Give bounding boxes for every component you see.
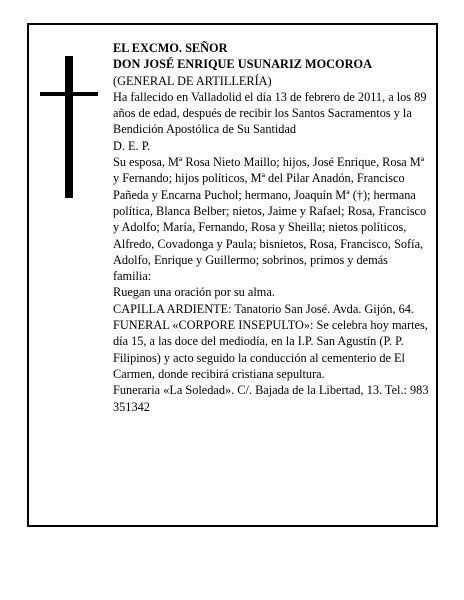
obituary-text <box>113 40 429 415</box>
cross-icon <box>40 56 98 198</box>
dep-line: D. E. P. <box>113 138 151 153</box>
deceased-rank: (GENERAL DE ARTILLERÍA) <box>113 73 272 88</box>
prayer-line: Ruegan una oración por su alma. <box>113 285 275 300</box>
passing-paragraph: Ha fallecido en Valladolid el día 13 de febrero de 2011, a los 89 años de edad, después de recibir los Santos Sacramentos y la Bendición Apostólica de Su Santidad <box>113 89 427 137</box>
funeral-paragraph: FUNERAL «CORPORE INSEPULTO»: Se celebra hoy martes, día 15, a las doce del mediodía, en la I.P. San Agustín (P. P. Filipinos) y acto seguido la conducción al cementerio de El Carmen, donde recibirá cristiana sepultura. <box>113 318 428 381</box>
chapel-paragraph: CAPILLA ARDIENTE: Tanatorio San José. Avda. Gijón, 64. <box>113 301 414 316</box>
deceased-name: DON JOSÉ ENRIQUE USUNARIZ MOCOROA <box>113 57 372 72</box>
cross-horizontal-bar <box>40 92 98 96</box>
funeral-home-paragraph: Funeraria «La Soledad». C/. Bajada de la Libertad, 13. Tel.: 983 351342 <box>113 383 429 414</box>
cross-vertical-bar <box>65 56 73 198</box>
honorific-line: EL EXCMO. SEÑOR <box>113 41 228 55</box>
family-paragraph: Su esposa, Mª Rosa Nieto Maillo; hijos, José Enrique, Rosa Mª y Fernando; hijos políticos, Mª del Pilar Anadón, Francisco Pañeda y Encarna Puchol; hermano, Joaquín Mª (†); hermana política, Blanca Belber; nietos, Jaime y Rafael; Rosa, Francisco y Adolfo; María, Fernando, Rosa y Sheilla; nietos políticos, Alfredo, Covadonga y Paula; bisnietos, Rosa, Francisco, Sofía, Adolfo, Enrique y Guillermo; sobrinos, primos y demás familia: <box>113 155 427 284</box>
